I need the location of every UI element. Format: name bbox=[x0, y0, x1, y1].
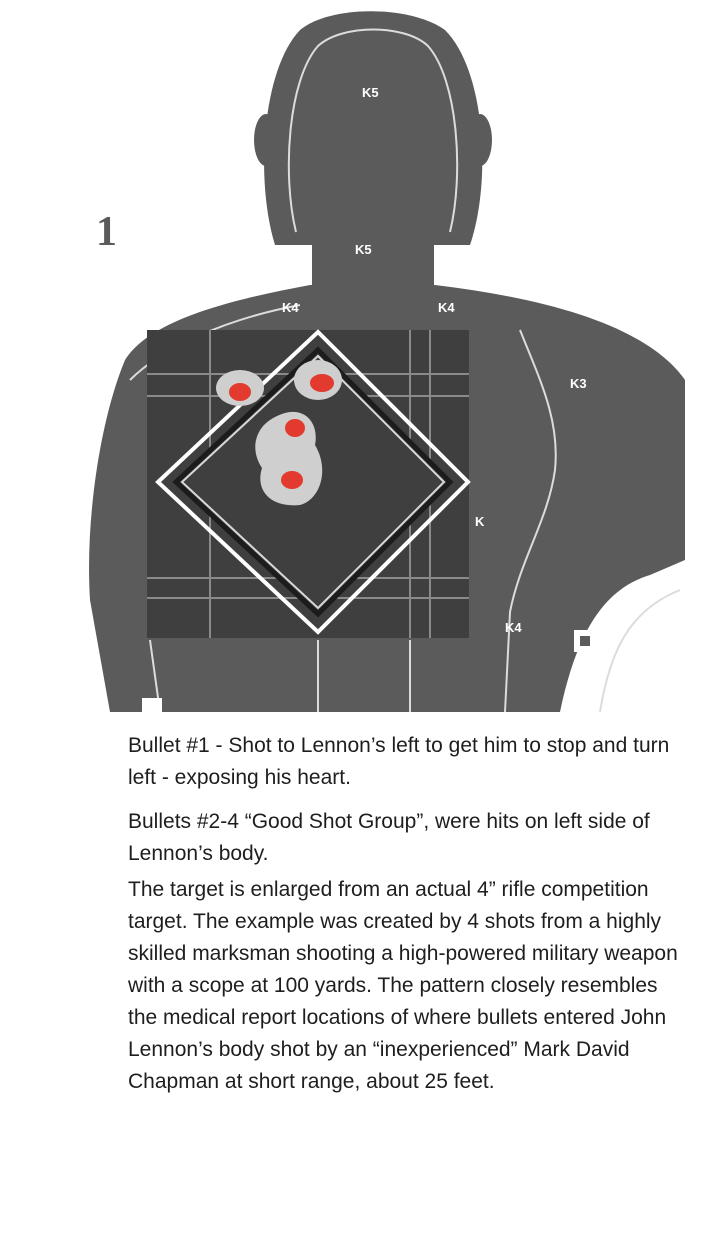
zone-label-head: K5 bbox=[362, 85, 379, 100]
zone-label-right-lower: K4 bbox=[505, 620, 522, 635]
figure-number: 1 bbox=[96, 209, 117, 255]
caption-text bbox=[128, 730, 688, 1110]
zone-label-neck: K5 bbox=[355, 242, 372, 257]
marker-square-right-inner bbox=[580, 636, 590, 646]
zone-label-right-chest: K3 bbox=[570, 376, 587, 391]
zone-label-right-shoulder: K4 bbox=[438, 300, 455, 315]
caption-paragraph-2: Bullets #2-4 “Good Shot Group”, were hits on left side of Lennon’s body. bbox=[128, 810, 650, 865]
zone-label-left-shoulder: K4 bbox=[282, 300, 299, 315]
bullet-mark-3 bbox=[285, 419, 305, 437]
bullet-mark-4 bbox=[281, 471, 303, 489]
caption-paragraph-1: Bullet #1 - Shot to Lennon’s left to get him to stop and turn left - exposing his heart. bbox=[128, 734, 670, 789]
left-ear bbox=[254, 114, 278, 166]
marker-square-left bbox=[142, 698, 162, 712]
right-ear bbox=[468, 114, 492, 166]
bullet-mark-1 bbox=[229, 383, 251, 401]
caption-paragraph-3: The target is enlarged from an actual 4” rifle competition target. The example was created by 4 shots from a highly skilled marksman shooting a high-powered military weapon with a scope at 100 yards. The pattern closely resembles the medical report locations of where bullets entered John Lennon’s body shot by an “inexperienced” Mark David Chapman at short range, about 25 feet. bbox=[128, 878, 678, 1093]
target-head bbox=[264, 11, 482, 245]
inset-target-panel bbox=[147, 330, 469, 638]
bullet-mark-2 bbox=[310, 374, 334, 392]
zone-label-right-side: K bbox=[475, 514, 485, 529]
